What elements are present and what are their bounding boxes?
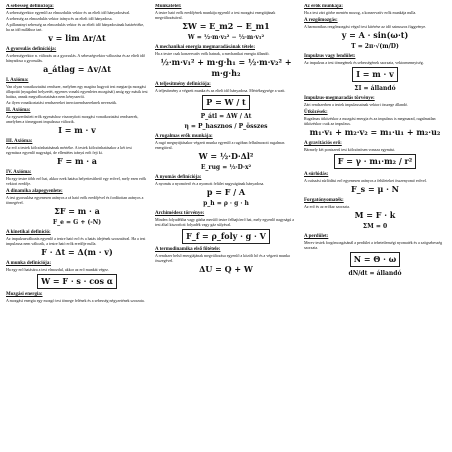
formula: N = Θ · ω — [350, 252, 401, 267]
section — [6, 292, 148, 303]
section-text: Minden folyadékba vagy gázba merülő testre felhajtóerő hat, mely egyenlő nagyságú a test által kiszorított folyadék vagy gáz súlyával. — [155, 217, 295, 227]
section-text: Ha a test zárt görbe mentén mozog, a konzervatív erők munkája nulla. — [304, 10, 417, 15]
section-heading: Forgatónyomaték: — [304, 198, 344, 203]
section — [304, 18, 446, 51]
formula: p_h = ρ · g · h — [203, 200, 249, 207]
formula: a_átlag = Δv/Δt — [43, 64, 111, 74]
section-text: A sebesség az elmozdulás vektor iránya és az eltelt idő hányadosa. — [6, 16, 113, 21]
formula: E_rug = ½·D·x² — [200, 164, 252, 171]
section — [155, 45, 297, 79]
formula: η = P_hasznos / P_összes — [184, 123, 268, 130]
formula: F · Δt = Δ(m · v) — [41, 247, 113, 257]
section-heading: A termodinamika első főtétele: — [155, 247, 221, 252]
section-heading: A gravitációs erő: — [304, 141, 342, 146]
section-heading: II. Axióma: — [6, 108, 31, 113]
formula: F_f = ρ_foly · g · V — [182, 229, 270, 244]
section — [155, 175, 297, 208]
section — [304, 198, 446, 231]
section — [6, 139, 148, 167]
column-3 — [304, 4, 446, 448]
section-heading: Impulzus-megmaradás törvénye: — [304, 96, 375, 101]
section-text: Az ilyen vonatkoztatási rendszereket inerciarendszereknek nevezzük. — [6, 100, 118, 105]
section — [304, 234, 446, 278]
section-heading: A rezgőmozgás: — [304, 18, 338, 23]
section-heading: A dinamika alapegyenlete: — [6, 189, 63, 194]
section — [6, 189, 148, 227]
section-text: Az impulzus a test tömegének és sebességének szorzata, vektormennyiség. — [304, 60, 424, 65]
section — [304, 172, 446, 195]
section-heading: A teljesítmény definíciója: — [155, 82, 211, 87]
formula: ΣF = m · a — [54, 206, 100, 216]
formula: ΣW = E_m2 − E_m1 — [182, 21, 270, 31]
section — [304, 96, 446, 107]
section-text: A sebességvektor n. változás az a gyorsulás. A sebességvektor változása és az eltelt idő hányadosa a gyorsulás. — [6, 53, 146, 63]
formula: P_átl = ΔW / Δt — [200, 113, 252, 120]
formula: P = W / t — [202, 95, 249, 110]
section-heading: A mechanikai energia megmaradásának tétele: — [155, 45, 255, 50]
section-text: A nyomás a nyomóerő és a nyomott felület nagyságának hányadosa. — [155, 181, 265, 186]
section-text: Az egyszerűsített erők egymáshoz viszonyított mozgási vonatkoztatási rendszerek, amelyben a tömegpont impulzusa változik. — [6, 114, 139, 124]
section-heading: A sebesség definíciója: — [6, 4, 54, 9]
section-text: A rugó megnyújtásakor végzett munka egyenlő a rugóban felhalmozott rugalmas energiával. — [155, 140, 285, 150]
formula: dN/dt = állandó — [348, 270, 402, 277]
formula: y = A · sin(ω·t) — [341, 30, 409, 40]
section-text: A csúszási súrlódási erő egyenesen arányos a felületeket összenyomó erővel. — [304, 178, 427, 183]
section-text: Az impulzusváltozás egyenlő a testre ható erő és a hatás idejének szorzatával. Ha a test impulzusa nem változik, a testre ható erők eredője nulla. — [6, 236, 146, 246]
section-heading: A rugalmas erők munkája: — [155, 134, 213, 139]
section-text: A harmonikus rezgőmozgást végző test kitérése az idő szinuszos függvénye. — [304, 24, 427, 29]
formula: p = F / A — [206, 187, 246, 197]
section-heading: Impulzus vagy lendület: — [304, 54, 356, 59]
section-text: A sebességvektor egyenlő az elmozdulás vektor és az eltelt idő hányadosával. — [6, 10, 131, 15]
formula: ΔU = Q + W — [199, 264, 253, 274]
section-text: A testre ható erők eredőjének munkája egyenlő a test mozgási energiájának megváltozásával. — [155, 10, 276, 20]
formula: I = m · v — [352, 67, 397, 82]
section-heading: Mozgási energia: — [6, 292, 43, 297]
section-text: Merev testek forgómozgásánál a perdület a tehetetlenségi nyomaték és a szögsebesség szorzata. — [304, 240, 443, 250]
section-text: Ha egy testre több erő hat, akkor ezek hatása helyettesíthető egy erővel, mely ezen erők vektori eredője. — [6, 176, 147, 186]
section-heading: Ütközések: — [304, 110, 328, 115]
section — [155, 211, 297, 244]
section-text: A mozgási energia egy mozgó test tömege felének és a sebesség négyzetének szorzata. — [6, 298, 145, 303]
formula: T = 2π·√(m/D) — [351, 43, 399, 50]
section-text: A pillanatnyi sebesség az elmozdulás vektor és az eltelt idő hányadosának határértéke, ha az idő nullához tart. — [6, 22, 145, 32]
section — [6, 170, 148, 186]
section-heading: Munkatétel: — [155, 4, 182, 9]
section-heading: Az erők munkája: — [304, 4, 343, 9]
section — [155, 134, 297, 172]
column-1 — [6, 4, 148, 448]
section-heading: IV. Axióma: — [6, 170, 32, 175]
section — [155, 247, 297, 275]
section-text: Rugalmas ütközéskor a mozgási energia és az impulzus is megmarad, rugalmatlan ütközéskor csak az impulzus. — [304, 116, 436, 126]
section — [155, 4, 297, 42]
section — [6, 47, 148, 75]
section-text: A teljesítmény a végzett munka és az eltelt idő hányadosa. Mértékegysége a watt. — [155, 88, 286, 93]
section — [304, 110, 446, 138]
section-heading: III. Axióma: — [6, 139, 33, 144]
section — [304, 4, 446, 15]
section-heading: I. Axióma: — [6, 78, 29, 83]
section-heading: A nyomás definíciója: — [155, 175, 202, 180]
formula: ΣI = állandó — [354, 85, 396, 92]
formula: W = ½·m·v₂² − ½·m·v₁² — [187, 34, 265, 41]
section-text: Az erő a testek kölcsönhatásának mértéke. A testek kölcsönhatásakor a két test egymásra egyenlő nagyságú, de ellentétes irányú erőt fejt ki. — [6, 145, 132, 155]
section — [304, 54, 446, 93]
formula: v = lim Δr/Δt — [48, 33, 106, 43]
section — [6, 78, 148, 105]
formula: m₁·v₁ + m₂·v₂ = m₁·u₁ + m₂·u₂ — [309, 127, 441, 137]
section-text: Van olyan vonatkoztatási rendszer, melyben egy magára hagyott test megtartja mozgási állapotát (nyugalmi helyzetét, egyenes vonalú egyenletes mozgását) amíg egy másik test hatása, annak megváltoztatására nem kényszeríti. — [6, 84, 148, 99]
section-heading: A gyorsulás definíciója: — [6, 47, 57, 52]
section-text: Zárt rendszerben a testek impulzusainak vektori összege állandó. — [304, 102, 408, 107]
column-2 — [155, 4, 297, 448]
section-text: Bármely két pontszerű test kölcsönösen vonzza egymást. — [304, 147, 396, 152]
section — [304, 141, 446, 169]
formula: ΣM = 0 — [362, 223, 388, 230]
section-heading: A kinetikai definíció: — [6, 230, 51, 235]
formula: F_s = μ · N — [351, 184, 399, 194]
section-text: A rendszer belső energiájának megváltozása egyenlő a közölt hő és a végzett munka összegével. — [155, 253, 290, 263]
section-heading: A munka definíciója: — [6, 261, 52, 266]
section-heading: A súrlódás: — [304, 172, 329, 177]
section-text: Az erő és az erőkar szorzata. — [304, 204, 350, 209]
formula: W = ½·D·Δl² — [198, 151, 254, 161]
section-text: Ha a testre csak konzervatív erők hatnak, a mechanikai energia állandó. — [155, 51, 270, 56]
formula: F = γ · m₁·m₂ / r² — [334, 154, 417, 169]
section-text: A test gyorsulása egyenesen arányos a rá ható erők eredőjével és fordítottan arányos a tömegével. — [6, 195, 144, 205]
section — [6, 108, 148, 136]
formula: F_e = G + (-N) — [52, 219, 102, 226]
section — [6, 261, 148, 289]
formula: F = m · a — [57, 156, 97, 166]
formula: M = F · k — [354, 210, 396, 220]
formula: ½·m·v₁² + m·g·h₁ = ½·m·v₂² + m·g·h₂ — [160, 57, 292, 78]
section — [6, 230, 148, 258]
section-heading: A perdület: — [304, 234, 329, 239]
section-text: Ha egy erő hatására a test elmozdul, akkor az erő munkát végez. — [6, 267, 109, 272]
formula: W = F · s · cos α — [37, 274, 117, 289]
section — [155, 82, 297, 131]
section-heading: Archimédesz törvénye: — [155, 211, 205, 216]
formula: I = m · v — [58, 125, 96, 135]
section — [6, 4, 148, 44]
